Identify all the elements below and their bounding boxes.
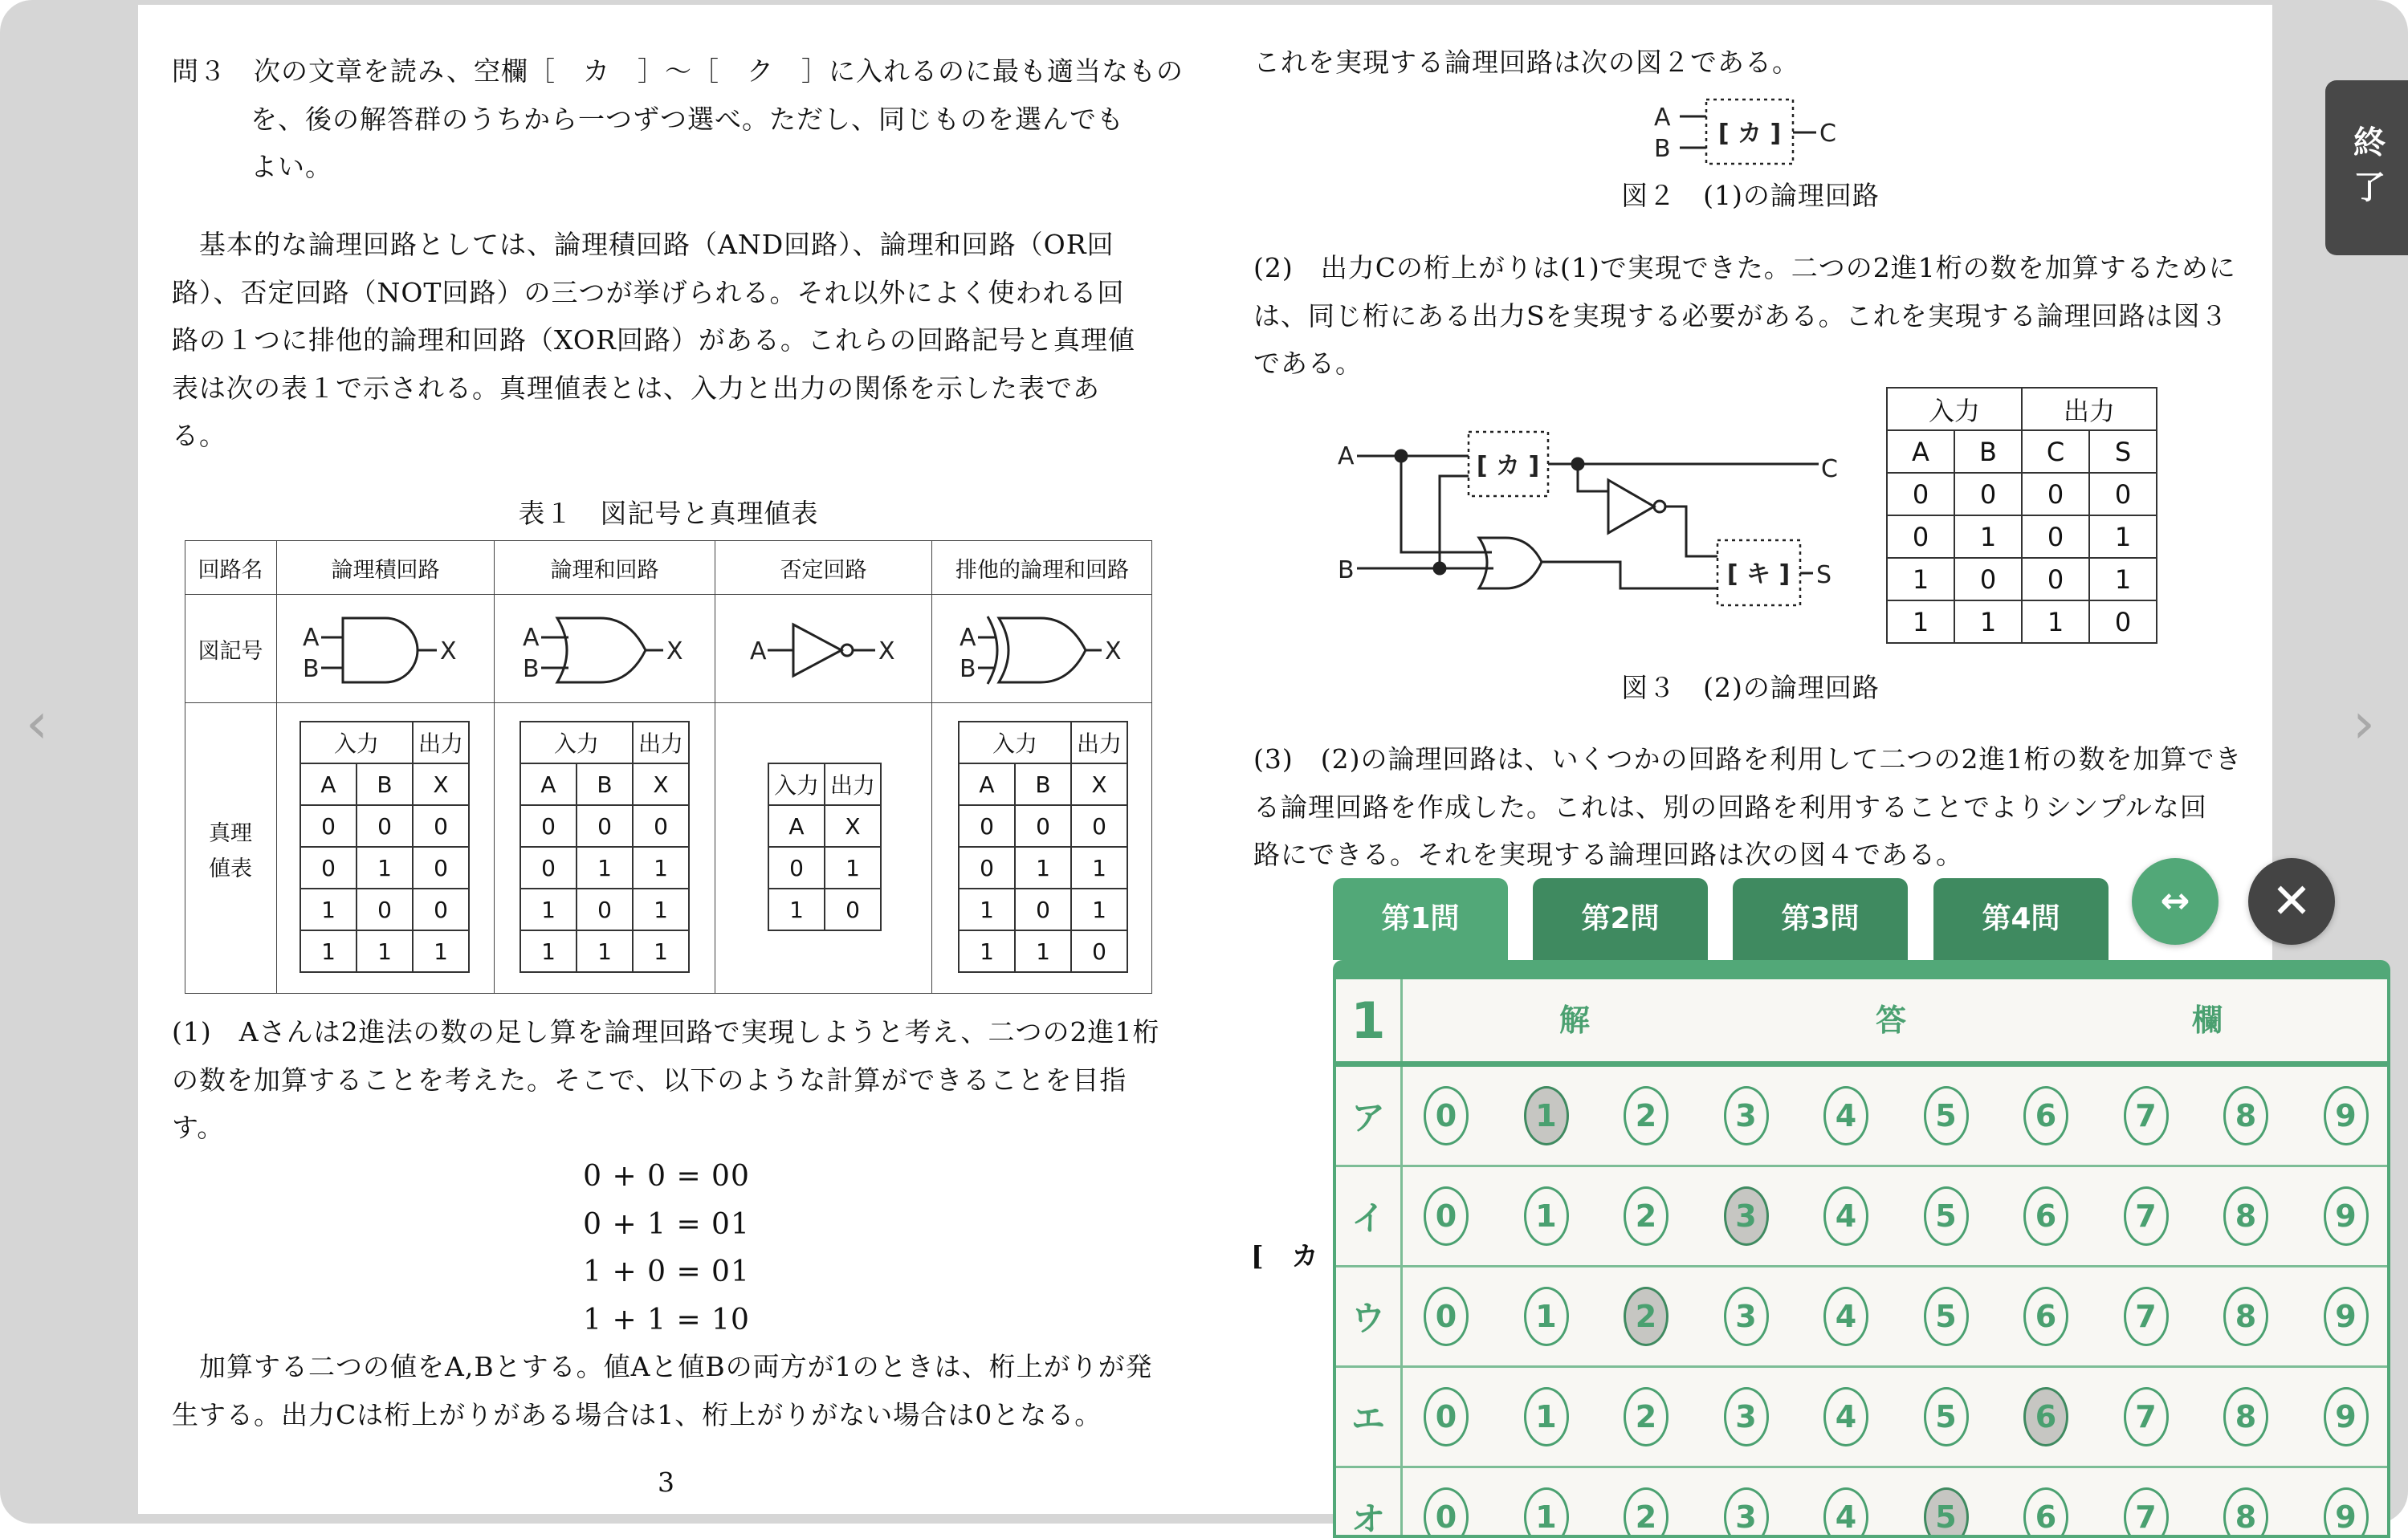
svg-text:S: S [1816, 561, 1832, 589]
answer-row-label: エ [1336, 1368, 1403, 1466]
svg-text:A: A [750, 637, 767, 665]
table-cell: 1 [413, 930, 469, 972]
chevron-left-icon[interactable]: ‹ [26, 690, 48, 756]
row-label: 図記号 [198, 639, 263, 664]
answer-bubble-7[interactable]: 7 [2124, 1387, 2169, 1446]
answer-bubble-7[interactable]: 7 [2124, 1186, 2169, 1246]
svg-text:C: C [1819, 120, 1836, 148]
table-cell: 1 [1015, 847, 1071, 889]
answer-row [1336, 1468, 2390, 1538]
answer-row [1336, 1067, 2390, 1167]
svg-text:[ カ ]: [ カ ] [1717, 120, 1782, 148]
table-cell: 1 [633, 930, 689, 972]
svg-text:C: C [1821, 455, 1838, 483]
column-header: X [413, 763, 469, 805]
text-line: 路にできる。それを実現する論理回路は次の図４である。 [1253, 839, 1963, 870]
header-char: 答 [1876, 1003, 1907, 1038]
answer-bubble-8[interactable]: 8 [2223, 1487, 2268, 1538]
answer-bubble-2[interactable]: 2 [1624, 1186, 1668, 1246]
answer-bubble-9[interactable]: 9 [2324, 1387, 2369, 1446]
text-line: 路）、否定回路（NOT回路）の三つが挙げられる。それ以外によく使われる回 [172, 276, 1125, 308]
answer-row-label: ア [1336, 1067, 1403, 1165]
table-cell: 0 [577, 889, 633, 930]
tab-question-4[interactable]: 第4問 [1933, 878, 2109, 960]
table-cell: 1 [520, 889, 577, 930]
answer-bubble-5[interactable]: 5 [1924, 1086, 1969, 1145]
column-header: S [2089, 430, 2157, 473]
svg-text:B: B [1338, 556, 1355, 584]
table-cell: 1 [520, 930, 577, 972]
column-header: A [520, 763, 577, 805]
svg-text:A: A [1338, 442, 1355, 470]
table-cell: 0 [1015, 805, 1071, 847]
table-cell: 0 [520, 805, 577, 847]
answer-bubble-6[interactable]: 6 [2023, 1387, 2068, 1446]
answer-row-label: イ [1336, 1167, 1403, 1265]
answer-bubble-1[interactable]: 1 [1524, 1287, 1569, 1346]
answer-bubble-1[interactable]: 1 [1524, 1487, 1569, 1538]
answer-bubble-2[interactable]: 2 [1624, 1387, 1668, 1446]
answer-bubble-7[interactable]: 7 [2124, 1086, 2169, 1145]
or-gate-symbol [523, 618, 683, 683]
answer-bubble-3[interactable]: 3 [1724, 1086, 1769, 1145]
answer-bubble-6[interactable]: 6 [2023, 1086, 2068, 1145]
answer-bubble-1[interactable]: 1 [1524, 1086, 1569, 1145]
column-header: A [300, 763, 357, 805]
table-cell: 1 [577, 847, 633, 889]
answer-bubble-0[interactable]: 0 [1424, 1287, 1469, 1346]
table-cell: 0 [1954, 558, 2022, 600]
answer-bubble-0[interactable]: 0 [1424, 1487, 1469, 1538]
gate-name: 論理和回路 [550, 558, 659, 583]
table1-title: 表１ 図記号と真理値表 [518, 498, 819, 529]
answer-bubble-5[interactable]: 5 [1924, 1487, 1969, 1538]
header-cell: 出力 [633, 722, 689, 763]
equation: 1 + 1 = 10 [583, 1303, 750, 1337]
header-cell: 入力 [768, 763, 825, 805]
xor-gate-symbol [960, 616, 1122, 684]
table-cell: 0 [300, 805, 357, 847]
gate-name: 論理積回路 [331, 558, 440, 583]
text-line: は、同じ桁にある出力Sを実現する必要がある。これを実現する論理回路は図３ [1253, 299, 2228, 332]
text-line: (3) (2)の論理回路は、いくつかの回路を利用して二つの2進1桁の数を加算でき [1253, 743, 2243, 775]
column-header: X [1071, 763, 1127, 805]
answer-bubble-9[interactable]: 9 [2324, 1487, 2369, 1538]
answer-bubble-6[interactable]: 6 [2023, 1287, 2068, 1346]
answer-header-row [1336, 979, 2390, 1067]
text-line: す。 [172, 1112, 225, 1143]
table-cell: 0 [413, 805, 469, 847]
table-cell: 1 [1954, 515, 2022, 558]
fig2-intro: これを実現する論理回路は次の図２である。 [1253, 47, 1799, 78]
table-cell: 1 [633, 847, 689, 889]
table-cell: 0 [300, 847, 357, 889]
gate-name: 排他的論理和回路 [955, 558, 1129, 583]
table-cell: 1 [1071, 847, 1127, 889]
table-cell: 0 [633, 805, 689, 847]
table-cell: 1 [959, 889, 1015, 930]
header-cell: 出力 [825, 763, 881, 805]
column-header: B [1015, 763, 1071, 805]
svg-text:B: B [1654, 135, 1671, 163]
answer-bubble-3[interactable]: 3 [1724, 1387, 1769, 1446]
equation: 1 + 0 = 01 [583, 1255, 750, 1288]
answer-bubble-8[interactable]: 8 [2223, 1086, 2268, 1145]
svg-text:[ カ ]: [ カ ] [1476, 452, 1540, 480]
figure-3-circuit [1338, 432, 1838, 605]
answer-bubble-3[interactable]: 3 [1724, 1287, 1769, 1346]
table-cell: 0 [1954, 473, 2022, 515]
table-cell: 1 [1887, 600, 1954, 643]
header-cell: 入力 [959, 722, 1071, 763]
table-cell: 0 [2022, 473, 2089, 515]
table-cell: 0 [2022, 515, 2089, 558]
table-cell: 1 [1954, 600, 2022, 643]
table-cell: 1 [768, 889, 825, 930]
svg-text:[ キ ]: [ キ ] [1726, 560, 1791, 588]
answer-bubble-4[interactable]: 4 [1823, 1086, 1868, 1145]
answer-bubble-0[interactable]: 0 [1424, 1186, 1469, 1246]
column-header: A [768, 805, 825, 847]
header-cell: 入力 [1887, 388, 2022, 430]
header-cell: 出力 [413, 722, 469, 763]
text-line: る。 [172, 420, 226, 451]
equation: 0 + 0 = 00 [583, 1160, 750, 1193]
table-cell: 1 [1015, 930, 1071, 972]
answer-row-label: オ [1336, 1468, 1403, 1538]
column-header: X [633, 763, 689, 805]
text-line: 問３ 次の文章を読み、空欄［ カ ］〜［ ク ］に入れるのに最も適当なもの [172, 55, 1184, 87]
text-line: 生する。出力Cは桁上がりがある場合は1、桁上がりがない場合は0となる。 [172, 1398, 1102, 1430]
table-cell: 0 [413, 889, 469, 930]
table-cell: 1 [357, 930, 413, 972]
table-cell: 0 [357, 805, 413, 847]
table-cell: 0 [2022, 558, 2089, 600]
answer-bubble-7[interactable]: 7 [2124, 1287, 2169, 1346]
answer-bubble-0[interactable]: 0 [1424, 1086, 1469, 1145]
answer-bubble-5[interactable]: 5 [1924, 1387, 1969, 1446]
answer-bubble-8[interactable]: 8 [2223, 1387, 2268, 1446]
table-cell: 0 [768, 847, 825, 889]
text-line: の数を加算することを考えた。そこで、以下のような計算ができることを目指 [172, 1064, 1127, 1096]
table-cell: 0 [357, 889, 413, 930]
table-cell: 0 [825, 889, 881, 930]
header-char: 欄 [2192, 1003, 2223, 1038]
svg-text:X: X [440, 637, 457, 665]
table-cell: 0 [2089, 600, 2157, 643]
fig3-caption: 図３ (2)の論理回路 [1621, 672, 1880, 703]
table-cell: 1 [300, 889, 357, 930]
svg-text:A: A [523, 624, 540, 652]
table-cell: 1 [2022, 600, 2089, 643]
end-label-2: 了 [2353, 169, 2386, 206]
answer-bubble-2[interactable]: 2 [1624, 1086, 1668, 1145]
column-header: B [577, 763, 633, 805]
tab-question-1[interactable]: 第1問 [1333, 878, 1508, 960]
answer-bubble-7[interactable]: 7 [2124, 1487, 2169, 1538]
svg-text:A: A [303, 624, 320, 652]
text-line: 表は次の表１で示される。真理値表とは、入力と出力の関係を示した表であ [172, 372, 1100, 404]
text-line: を、後の解答群のうちから一つずつ選べ。ただし、同じものを選んでも [251, 103, 1124, 135]
answer-row [1336, 1368, 2390, 1468]
answer-row [1336, 1267, 2390, 1368]
gate-name: 否定回路 [780, 558, 867, 583]
table-cell: 1 [1071, 889, 1127, 930]
answer-bubble-4[interactable]: 4 [1823, 1387, 1868, 1446]
svg-text:B: B [303, 655, 320, 683]
text-line: 加算する二つの値をA,Bとする。値Aと値Bの両方が1のときは、桁上がりが発 [172, 1351, 1153, 1382]
svg-text:A: A [960, 624, 976, 652]
figure-2-circuit [1654, 100, 1836, 164]
header-char: 解 [1559, 1003, 1591, 1038]
column-header: B [1954, 430, 2022, 473]
text-line: (1) Aさんは2進法の数の足し算を論理回路で実現しようと考え、二つの2進1桁 [172, 1016, 1160, 1048]
answer-bubble-1[interactable]: 1 [1524, 1186, 1569, 1246]
answer-bubble-2[interactable]: 2 [1624, 1487, 1668, 1538]
column-header: A [959, 763, 1015, 805]
text-line: 基本的な論理回路としては、論理積回路（AND回路）、論理和回路（OR回 [172, 229, 1114, 260]
answer-bubble-3[interactable]: 3 [1724, 1487, 1769, 1538]
table-cell: 1 [2089, 558, 2157, 600]
header-cell: 入力 [520, 722, 633, 763]
tab-question-3[interactable]: 第3問 [1733, 878, 1908, 960]
svg-text:X: X [1105, 637, 1122, 665]
answer-bubble-5[interactable]: 5 [1924, 1287, 1969, 1346]
split-horizontal-icon[interactable]: ↔ [2132, 858, 2219, 945]
answer-bubble-6[interactable]: 6 [2023, 1186, 2068, 1246]
table-cell: 0 [520, 847, 577, 889]
column-header: B [357, 763, 413, 805]
text-line: である。 [1253, 348, 1363, 379]
table-cell: 1 [633, 889, 689, 930]
column-header: C [2022, 430, 2089, 473]
answer-row-label: ウ [1336, 1267, 1403, 1365]
equation: 0 + 1 = 01 [583, 1207, 750, 1241]
chevron-right-icon[interactable]: › [2353, 690, 2375, 756]
answer-bubble-9[interactable]: 9 [2324, 1186, 2369, 1246]
table-cell: 0 [1887, 515, 1954, 558]
column-header: X [825, 805, 881, 847]
close-icon[interactable]: ✕ [2248, 858, 2335, 945]
table-cell: 1 [959, 930, 1015, 972]
table-cell: 1 [577, 930, 633, 972]
answer-bubble-0[interactable]: 0 [1424, 1387, 1469, 1446]
answer-bubble-2[interactable]: 2 [1624, 1287, 1668, 1346]
not-gate-symbol [750, 625, 895, 676]
answer-bubble-8[interactable]: 8 [2223, 1287, 2268, 1346]
row-label: 回路名 [198, 557, 263, 583]
table-cell: 0 [577, 805, 633, 847]
text-line: よい。 [251, 151, 332, 182]
table-cell: 0 [413, 847, 469, 889]
page-number: 3 [658, 1467, 675, 1498]
fig2-caption: 図２ (1)の論理回路 [1621, 180, 1880, 211]
table-cell: 0 [1071, 930, 1127, 972]
answer-sheet-panel [1333, 960, 2390, 1538]
header-cell: 出力 [1071, 722, 1127, 763]
answer-row [1336, 1167, 2390, 1267]
svg-text:A: A [1654, 104, 1671, 132]
header-cell: 出力 [2022, 388, 2157, 430]
table-cell: 0 [1887, 473, 1954, 515]
table-cell: 0 [1015, 889, 1071, 930]
table-cell: 0 [2089, 473, 2157, 515]
table-cell: 1 [357, 847, 413, 889]
svg-text:X: X [878, 637, 895, 665]
row-label: 真理 値表 [209, 821, 252, 881]
answer-bubble-9[interactable]: 9 [2324, 1086, 2369, 1145]
table-cell: 0 [1071, 805, 1127, 847]
question-number: 1 [1336, 979, 1403, 1061]
and-gate-symbol [303, 618, 457, 683]
header-cell: 入力 [300, 722, 413, 763]
table-cell: 0 [959, 805, 1015, 847]
end-label-1: 終 [2353, 124, 2386, 161]
text-line: 路の１つに排他的論理和回路（XOR回路）がある。これらの回路記号と真理値 [172, 324, 1135, 356]
answer-bubble-8[interactable]: 8 [2223, 1186, 2268, 1246]
table-cell: 1 [1887, 558, 1954, 600]
answer-bubble-4[interactable]: 4 [1823, 1287, 1868, 1346]
table-cell: 0 [959, 847, 1015, 889]
column-header: A [1887, 430, 1954, 473]
answer-bubble-4[interactable]: 4 [1823, 1487, 1868, 1538]
table-cell: 1 [2089, 515, 2157, 558]
table-cell: 1 [825, 847, 881, 889]
answer-bubble-3[interactable]: 3 [1724, 1186, 1769, 1246]
svg-text:X: X [666, 637, 683, 665]
answer-bubble-9[interactable]: 9 [2324, 1287, 2369, 1346]
svg-text:B: B [960, 655, 976, 683]
answer-bubble-5[interactable]: 5 [1924, 1186, 1969, 1246]
tab-question-2[interactable]: 第2問 [1533, 878, 1708, 960]
svg-text:B: B [523, 655, 540, 683]
text-line: (2) 出力Cの桁上がりは(1)で実現できた。二つの2進1桁の数を加算するために [1253, 252, 2236, 283]
answer-bubble-6[interactable]: 6 [2023, 1487, 2068, 1538]
table-cell: 1 [300, 930, 357, 972]
answer-bubble-1[interactable]: 1 [1524, 1387, 1569, 1446]
answer-bubble-4[interactable]: 4 [1823, 1186, 1868, 1246]
fig4-fragment: [ カ [1251, 1240, 1319, 1271]
text-line: る論理回路を作成した。これは、別の回路を利用することでよりシンプルな回 [1253, 791, 2207, 823]
